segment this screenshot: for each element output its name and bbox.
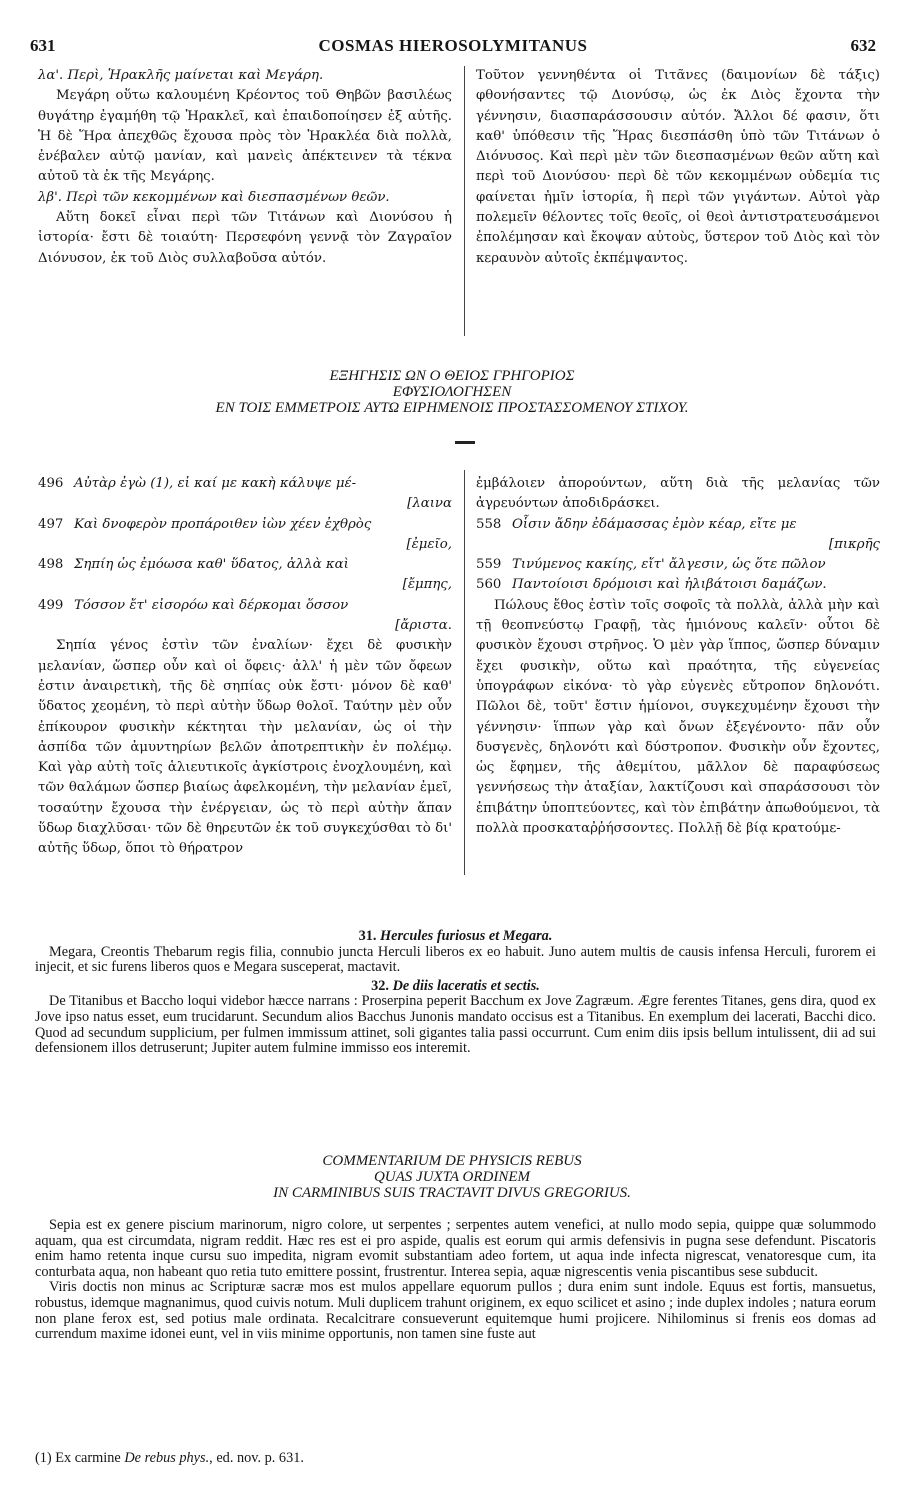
heading-line: ΕΦΥΣΙΟΛΟΓΗΣΕΝ — [392, 384, 512, 400]
section-title: De diis laceratis et sectis. — [392, 977, 540, 994]
verse-number: 497 — [38, 516, 64, 532]
section-title: Περὶ, Ἡρακλῆς μαίνεται καὶ Μεγάρη. — [67, 68, 324, 83]
verse-line — [38, 596, 452, 616]
verse-number: 499 — [38, 597, 64, 613]
heading-line: ΕΝ ΤΟΙΣ ΕΜΜΕΤΡΟΙΣ ΑΥΤΩ ΕΙΡΗΜΕΝΟΙΣ ΠΡΟΣΤΑΣΣΟΜΕΝΟΥ ΣΤΙΧΟΥ. — [215, 400, 689, 416]
page-number-right: 632 — [850, 36, 876, 55]
section-31-text: Μεγάρη οὕτω καλουμένη Κρέοντος τοῦ Θηβῶν βασιλέως θυγάτηρ ἐγαμήθη τῷ Ἡρακλεῖ, καὶ ἐπαιδοποίησεν ἐξ αὐτῆς. Ἡ δὲ Ἥρα ἀπεχθῶς ἔχουσα πρὸς τὸν Ἡρακλέα διὰ πολλὰ, ἐνέβαλεν αὐτῷ μανίαν, καὶ μανεὶς ἀπέκτεινεν τὰ τέκνα αὐτοῦ τὰ ἐκ τῆς Μεγάρης. — [38, 88, 452, 185]
footnote-title: De rebus phys. — [124, 1450, 210, 1466]
mules-commentary: Πώλους ἔθος ἐστὶν τοῖς σοφοῖς τὰ πολλὰ, ἀλλὰ μὴν καὶ τῇ θεοπνεύστῳ Γραφῇ, τὰς ἡμιόνους καλεῖν· οὗτοι δὲ φυσικὸν ἔχουσι στρῆνος. Ὁ μὲν γὰρ ἵππος, ὥσπερ δύναμιν ἔχει φυσικὴν, οὕτω καὶ πραότητα, τῆς εὐγενείας ὑπογράφων εἰκόνα· τὸ γὰρ εὐγενὲς εὔτροπον δηλονότι. Πῶλοι δὲ, τοῦτ' ἔστιν ἡμίονοι, συγκεχυμένην ἔχουσι τὴν γέννησιν· ἵππων γὰρ καὶ ὄνων ἐξεγένοντο· πᾶν οὖν δυσγενὲς, δηλονότι καὶ δύστροπον. Φυσικὴν οὖν ἔχοντες, ὡς ἔφημεν, τῆς ἀθεμίτου, μᾶλλον δὲ παραφύσεως γεννήσεως τὴν ἀταξίαν, λακτίζουσι καὶ σπαράσσουσι τὸν ἐπιβάτην ὑποπτεύοντες, καὶ τὸν ἐπιβάτην ἀπωθούμενοι, τὰ πολλὰ προσκαταῤῥήσσοντες. Πολλῇ δὲ βίᾳ κρατούμε- — [476, 597, 880, 837]
footnote — [35, 1450, 304, 1467]
verse-continuation: [ἐμεῖο, — [406, 536, 452, 552]
greek-top-right-column — [476, 66, 880, 269]
latin-section-32-text: De Titanibus et Baccho loqui videbor hæcce narrans : Proserpina peperit Bacchum ex Jove Zagræum. Ægre ferentes Titanes, gens dira, quod ex Jove ipso natus esset, eum trucidarunt. Secundum alios Bacchus Junonis mandato occisus est a Titanibus. En exemplum dei lacerati, Bacchi dico. Quod ad secundum supplicium, per fulmen immissum attinet, soli gigantes talia passi occurrunt. Cum enim diis ipsis bellum intulissent, dii ad sui defensionem illos detruserunt; Jupiter autem fulmine immisso eos interemit. — [35, 993, 876, 1057]
section-number: 31. — [358, 928, 377, 944]
column-divider-top — [464, 66, 465, 336]
verse-continuation: [ἔμπης, — [402, 577, 452, 593]
verse-continuation: [λαινα — [407, 496, 452, 512]
section-number: 32. — [371, 977, 389, 994]
verse-text: Οἷσιν ἄδην ἐδάμασσας ἐμὸν κέαρ, εἴτε με — [512, 516, 797, 532]
latin-section-31-heading — [35, 929, 876, 945]
section-number: λβ'. — [38, 189, 62, 205]
verse-text: Παντοίοισι δρόμοισι καὶ ἠλιβάτοισι δαμάζων. — [512, 577, 827, 593]
section-number: λα'. — [38, 68, 64, 83]
verse-number: 559 — [476, 557, 502, 573]
heading-rule — [455, 441, 475, 444]
running-header — [30, 36, 876, 58]
latin-section-32-heading — [35, 979, 876, 995]
greek-top-left-column — [38, 66, 452, 269]
heading-line: QUAS JUXTA ORDINEM — [373, 1169, 531, 1185]
running-title: COSMAS HIEROSOLYMITANUS — [318, 36, 588, 55]
verse-text: Τινύμενος κακίης, εἴτ' ἄλγεσιν, ὡς ὅτε πῶλον — [512, 557, 826, 573]
heading-line: ΕΞΗΓΗΣΙΣ ΩΝ Ο ΘΕΙΟΣ ΓΡΗΓΟΡΙΟΣ — [329, 368, 575, 384]
verse-line — [476, 575, 880, 595]
section-32-heading — [38, 188, 452, 208]
latin-section-31-text: Megara, Creontis Thebarum regis filia, connubio juncta Herculi liberos ex eo habuit. Juno autem multis de causis infensa Herculi, furorem ei injecit, et sic furens liberos quos e Megara susceperat, mactavit. — [35, 943, 876, 976]
sepia-commentary: Σηπία γένος ἐστὶν τῶν ἐναλίων· ἔχει δὲ φυσικὴν μελανίαν, ὥσπερ οὖν καὶ οἱ ὄφεις· ἀλλ' ἡ μὲν τῶν ὄφεων ἐστιν ἀναιρετικὴ, τῆς δὲ σηπίας οὐκ ἔστι· μόνον δὲ καθ' ὕδατος χεομένη, τὸ περὶ αὐτὴν ὕδωρ θολοῖ. Ταύτην μὲν οὖν ἐπίκουρον φυσικὴν κέκτηται τὴν μελανίαν, ὡς οἱ τὴν ἀσπίδα τῶν ἀμυντηρίων βελῶν ἀποτρεπτικὴν ἐν πολέμῳ. Καὶ γὰρ αὐτὴ τοῖς ἁλιευτικοῖς ἀγκίστροις ἐνοχλουμένη, καὶ τῶν θαλάμων ὥσπερ βιαίως ἀφελκομένη, τὴν μελανίαν ἐμεῖ, τοσαύτην ἔχουσα τὴν ἐνέργειαν, ὡς τὸ περὶ αὐτὴν ἅπαν ὕδωρ διαχλῦσαι· τῶν δὲ θηρευτῶν ἐκ τοῦ συγκεχύσθαι τὸ δι' αὐτῆς ὕδωρ, ὅποι τὸ θήρατρον — [38, 638, 452, 857]
section-title: Περὶ τῶν κεκομμένων καὶ διεσπασμένων θεῶν. — [66, 189, 390, 205]
latin-mules-paragraph: Viris doctis non minus ac Scripturæ sacræ mos est mulos appellare equorum pullos ; dura enim sunt indole. Equus est fortis, mansuetus, robustus, idemque magnanimus, quod cuivis notum. Muli duplicem trahunt originem, ex equo scilicet et asino ; inde duplex indoles ; natura eorum non plane ferox est, sed potius male ordinata. Recalcitrare consueverunt equitemque humi projicere. Nihilominus si frenis eos domas ad currendum maxime idonei eunt, vel in viis minime opportunis, non tamen sine fuste aut — [35, 1279, 876, 1343]
column-divider-mid — [464, 470, 465, 875]
heading-line: COMMENTARIUM DE PHYSICIS REBUS — [322, 1153, 582, 1169]
section-32-text: Αὕτη δοκεῖ εἶναι περὶ τῶν Τιτάνων καὶ Διονύσου ἡ ἱστορία· ἔστι δὲ τοιαύτη· Περσεφόνη γεννᾷ τὸν Ζαγραῖον Διόνυσον, ἐκ τοῦ Διὸς συλλαβοῦσα αὐτόν. — [38, 210, 452, 266]
page-number-left: 631 — [30, 36, 56, 55]
verse-number: 498 — [38, 557, 64, 573]
greek-mid-left-column — [38, 474, 452, 860]
latin-commentary-heading — [40, 1153, 864, 1201]
verse-number: 560 — [476, 577, 502, 593]
greek-commentary-heading — [40, 368, 864, 416]
verse-line — [476, 555, 880, 575]
footnote-mark: (1) Ex carmine — [35, 1450, 121, 1466]
verse-number: 558 — [476, 516, 502, 532]
section-title: Hercules furiosus et Megara. — [380, 928, 553, 944]
verse-line — [38, 555, 452, 575]
verse-line — [476, 515, 880, 535]
verse-continuation: [ἄριστα. — [395, 618, 452, 634]
latin-sepia-paragraph: Sepia est ex genere piscium marinorum, nigro colore, ut serpentes ; serpentes autem venefici, at nullo modo sepia, quippe quæ solummodo aquam, qua est circumdata, nigram reddit. Hæc res est ei pro aspide, qualis est eorum qui armis defensivis in pugna sese defendunt. Piscatoris enim hamo retenta inque cursu suo impedita, nigram evomit substantiam adeo fortem, ut aqua inde infecta nigrescat, venatoresque cum, ita conturbata aqua, non habeant quo retia tuto emittere possint, frustrentur. Interea sepia, aquæ nigrescentis venia piscantibus sese subducit. — [35, 1217, 876, 1280]
heading-line: IN CARMINIBUS SUIS TRACTAVIT DIVUS GREGORIUS. — [273, 1185, 631, 1201]
sepia-commentary-end: ἐμβάλοιεν ἀπορούντων, αὕτη διὰ τῆς μελανίας τῶν ἀγρευόντων ἀποδιδράσκει. — [476, 476, 880, 512]
verse-text: Αὐτὰρ ἐγὼ (1), εἰ καί με κακὴ κάλυψε μέ- — [74, 476, 357, 491]
latin-translation — [35, 929, 876, 1057]
verse-number: 496 — [38, 476, 64, 491]
section-32-continuation: Τοῦτον γεννηθέντα οἱ Τιτᾶνες (δαιμονίων δὲ τάξις) φθονήσαντες τῷ Διονύσῳ, ὡς ἐκ Διὸς ἔχοντα τὴν γέννησιν, διασπαράσσουσιν αὐτόν. Ἄλλοι δέ φασιν, ὅτι καθ' ὑπόθεσιν τῆς Ἥρας διεσπάσθη ὑπὸ τῶν Τιτάνων ὁ Διόνυσος. Καὶ περὶ μὲν τῶν διεσπασμένων θεῶν αὕτη καὶ περὶ τοῦ Διονύσου· περὶ δὲ τῶν κεκομμένων οὐδεμία τις φαίνεται ἡμῖν ἱστορία, ἢ περὶ τῶν γιγάντων. Αὐτοὶ γὰρ πολεμεῖν θέλοντες τοῖς θεοῖς, οἱ θεοὶ ἀντιστρατευσάμενοι ἐπολέμησαν καὶ ἔκοψαν αὐτοὺς, ὕστερον τοῦ Διὸς καὶ τὸν κεραυνὸν αὐτοῖς ἐκπέμψαντος. — [476, 68, 880, 266]
greek-mid-right-column — [476, 474, 880, 839]
footnote-reference: , ed. nov. p. 631. — [209, 1450, 304, 1466]
verse-continuation: [πικρῆς — [828, 536, 880, 552]
verse-line — [38, 515, 452, 535]
verse-text: Τόσσον ἔτ' εἰσορόω καὶ δέρκομαι ὅσσον — [74, 597, 349, 613]
verse-block — [38, 474, 452, 636]
verse-text: Σηπίη ὡς ἐμόωσα καθ' ὕδατος, ἀλλὰ καὶ — [74, 557, 349, 573]
verse-text: Καὶ δνοφερὸν προπάροιθεν ἰὼν χέεν ἐχθρὸς — [74, 516, 372, 532]
latin-commentary — [35, 1218, 876, 1343]
section-31-heading — [38, 66, 452, 86]
verse-line — [38, 474, 452, 494]
